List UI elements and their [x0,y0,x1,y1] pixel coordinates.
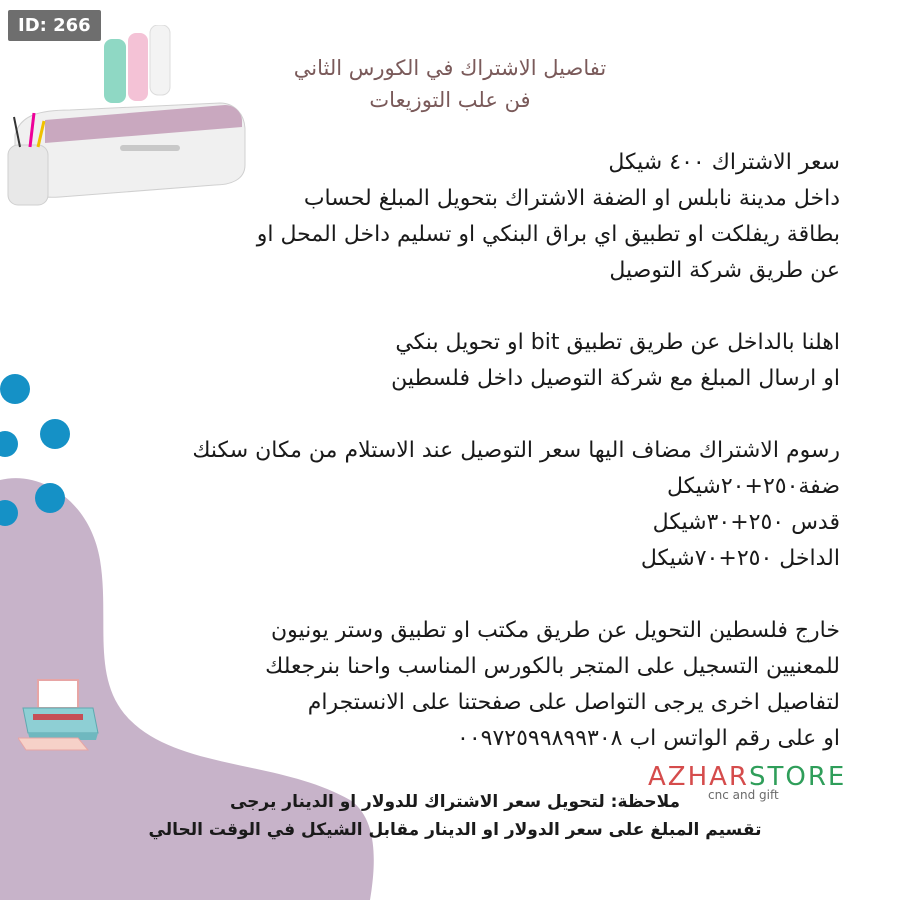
delivery-fees-paragraph [60,433,840,577]
text-line: الداخل ٢٥٠+٧٠شيكل [640,546,840,571]
text-line: رسوم الاشتراك مضاف اليها سعر التوصيل عند الاستلام من مكان سكنك [192,438,840,463]
brand-name-part1: AZHAR [648,762,749,792]
note-line: ملاحظة: لتحويل سعر الاشتراك للدولار او الدينار يرجى [229,792,681,812]
price-paragraph [60,145,840,289]
text-line: خارج فلسطين التحويل عن طريق مكتب او تطبيق وستر يونيون [270,618,840,643]
id-badge: ID: 266 [8,10,101,41]
text-line: او ارسال المبلغ مع شركة التوصيل داخل فلسطين [391,366,840,391]
text-line: عن طريق شركة التوصيل [609,258,840,283]
text-line: داخل مدينة نابلس او الضفة الاشتراك بتحويل المبلغ لحساب [303,186,840,211]
text-line: للمعنيين التسجيل على المتجر بالكورس المناسب واحنا بنرجعلك [265,654,840,679]
text-line: اهلنا بالداخل عن طريق تطبيق bit او تحويل بنكي [395,330,840,355]
text-line: قدس ٢٥٠+٣٠شيكل [652,510,840,535]
title-line: فن علب التوزيعات [369,88,531,112]
text-line: لتفاصيل اخرى يرجى التواصل على صفحتنا على الانستجرام [307,690,840,715]
outside-payment-paragraph [60,613,840,757]
brand-name-part2: STORE [749,762,847,792]
details-text [60,145,840,757]
brand-tagline: cnc and gift [708,788,779,802]
title-line: تفاصيل الاشتراك في الكورس الثاني [293,56,607,80]
text-line: او على رقم الواتس اب ٠٠٩٧٢٥٩٩٨٩٩٣٠٨ [457,726,840,751]
text-line: ضفة٢٥٠+٢٠شيكل [666,474,840,499]
note-line: تقسيم المبلغ على سعر الدولار او الدينار مقابل الشيكل في الوقت الحالي [148,820,762,840]
text-line: بطاقة ريفلكت او تطبيق اي براق البنكي او تسليم داخل المحل او [256,222,840,247]
page-title [250,52,650,116]
note-text [100,788,810,844]
text-line: سعر الاشتراك ٤٠٠ شيكل [608,150,840,175]
inside-payment-paragraph [60,325,840,397]
